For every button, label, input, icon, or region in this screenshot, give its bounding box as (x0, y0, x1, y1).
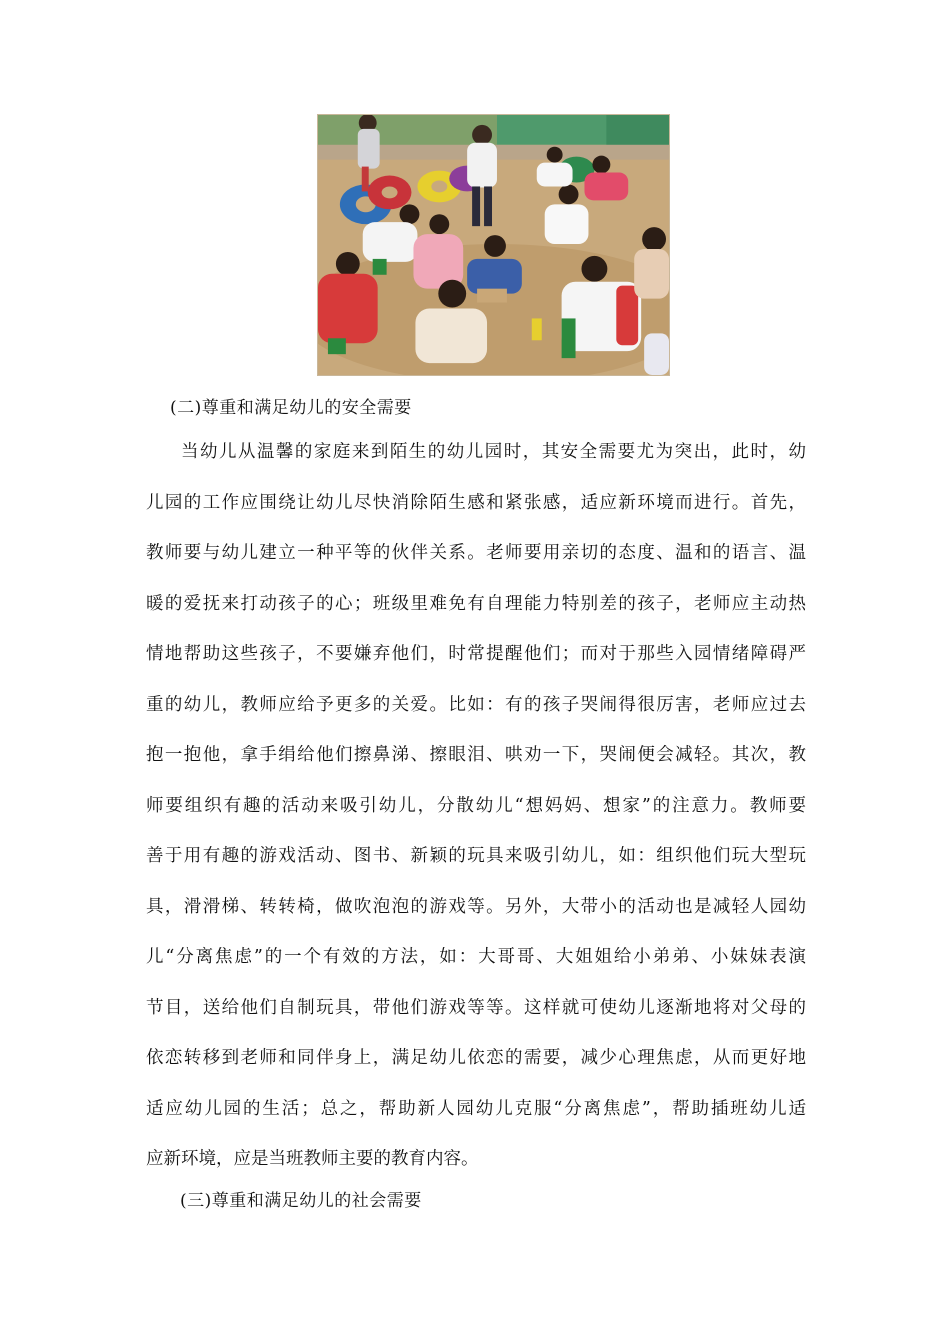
paragraph-line: 善于用有趣的游戏活动、图书、新颖的玩具来吸引幼儿，如：组织他们玩大型玩 (146, 846, 806, 866)
paragraph-line: 应新环境，应是当班教师主要的教育内容。 (146, 1149, 479, 1169)
paragraph-line: 当幼儿从温馨的家庭来到陌生的幼儿园时，其安全需要尤为突出，此时，幼 (181, 442, 806, 462)
children-in-sandbox-image (318, 115, 669, 375)
paragraph-line: 教师要与幼儿建立一种平等的伙伴关系。老师要用亲切的态度、温和的语言、温 (146, 543, 806, 563)
paragraph-line: 依恋转移到老师和同伴身上，满足幼儿依恋的需要，减少心理焦虑，从而更好地 (146, 1048, 806, 1068)
section-heading-safety-needs: (二)尊重和满足幼儿的安全需要 (170, 398, 412, 418)
paragraph-line: 儿“分离焦虑”的一个有效的方法，如：大哥哥、大姐姐给小弟弟、小妹妹表演 (146, 947, 806, 967)
section-heading-social-needs: (三)尊重和满足幼儿的社会需要 (180, 1191, 422, 1211)
paragraph-line: 抱一抱他，拿手绢给他们擦鼻涕、擦眼泪、哄劝一下，哭闹便会减轻。其次，教 (146, 745, 806, 765)
paragraph-line: 师要组织有趣的活动来吸引幼儿，分散幼儿“想妈妈、想家”的注意力。教师要 (146, 795, 806, 816)
paragraph-line: 儿园的工作应围绕让幼儿尽快消除陌生感和紧张感，适应新环境而进行。首先， (146, 492, 806, 513)
paragraph-line: 暖的爱抚来打动孩子的心；班级里难免有自理能力特别差的孩子，老师应主动热 (146, 593, 806, 614)
paragraph-line: 具，滑滑梯、转转椅，做吹泡泡的游戏等。另外，大带小的活动也是减轻人园幼 (146, 896, 806, 917)
safety-needs-paragraph (146, 437, 806, 1195)
paragraph-line: 节目，送给他们自制玩具，带他们游戏等等。这样就可使幼儿逐渐地将对父母的 (146, 997, 806, 1018)
sandbox-photo (317, 114, 670, 376)
paragraph-line: 情地帮助这些孩子，不要嫌弃他们，时常提醒他们；而对于那些入园情绪障碍严 (146, 644, 806, 664)
paragraph-line: 适应幼儿园的生活；总之，帮助新人园幼儿克服“分离焦虑”，帮助插班幼儿适 (146, 1098, 806, 1119)
paragraph-line: 重的幼儿，教师应给予更多的关爱。比如：有的孩子哭闹得很厉害，老师应过去 (146, 694, 806, 715)
